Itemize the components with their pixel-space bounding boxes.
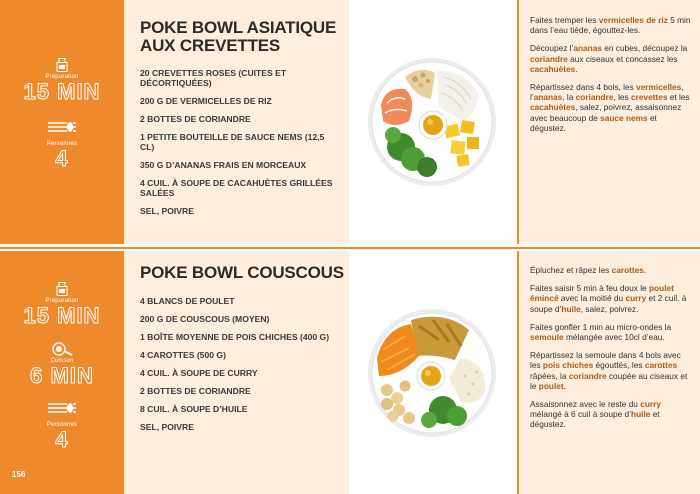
page-number: 156 — [12, 470, 26, 479]
step-text: Répartissez dans 4 bols, les — [530, 82, 637, 93]
timer-icon — [56, 282, 68, 296]
timer-icon — [56, 58, 68, 72]
separator-line — [0, 247, 700, 249]
step-highlight: cacahuètes — [530, 63, 576, 74]
prep-label: Préparation — [45, 74, 79, 80]
step-highlight: vermicelles — [636, 82, 682, 93]
step-highlight: ananas — [573, 43, 602, 54]
persons-label: Personnes — [46, 141, 78, 147]
step-paragraph — [530, 265, 692, 275]
step-highlight: pois chiches — [542, 360, 594, 371]
step-paragraph — [530, 283, 692, 314]
step-highlight: sauce nems — [600, 112, 648, 123]
step-paragraph — [530, 350, 692, 391]
step-highlight: coriandre — [568, 370, 607, 381]
step-highlight: coriandre — [575, 92, 614, 103]
ingredient-item: 1 PETITE BOUTEILLE DE SAUCE NEMS (12,5 CL) — [140, 132, 325, 152]
recipe1-ingredient-list — [140, 68, 340, 224]
step-text: avec la moitié du — [558, 293, 626, 304]
recipe2-cook-info — [0, 342, 124, 388]
cutlery-icon — [47, 121, 77, 133]
ingredient-item: 1 BOÎTE MOYENNE DE POIS CHICHES (400 G) — [140, 332, 330, 342]
ingredient-item: 4 CUIL. À SOUPE DE CACAHUÈTES GRILLÉES SALÉES — [140, 178, 333, 198]
recipe2-bowl-image — [365, 306, 499, 440]
ingredient-item: 4 BLANCS DE POULET — [140, 296, 235, 306]
step-text: . — [563, 380, 566, 391]
step-text: Faites tremper les — [530, 15, 599, 25]
ingredient-item: 200 G DE VERMICELLES DE RIZ — [140, 96, 272, 106]
recipe2-steps — [530, 265, 692, 438]
persons-count: 4 — [55, 427, 69, 452]
persons-count: 4 — [55, 146, 69, 171]
step-text: mélangé à 6 cuil à soupe d’ — [530, 409, 632, 420]
recipe2-prep-info — [0, 282, 124, 328]
step-text: coupée au ciseaux et le — [530, 370, 688, 391]
step-text: Faites saisir 5 min à feu doux le — [530, 283, 649, 294]
step-text: Répartissez la semoule dans 4 bols avec les — [530, 350, 681, 371]
step-highlight: semoule — [530, 332, 564, 343]
prep-label: Préparation — [45, 298, 79, 304]
ingredient-item: 2 BOTTES DE CORIANDRE — [140, 386, 251, 396]
step-paragraph — [530, 322, 692, 342]
prep-time: 15 MIN — [23, 79, 101, 104]
step-text: en cubes, découpez la — [601, 43, 688, 54]
step-highlight: curry — [640, 399, 661, 410]
recipe1-title-line1: POKE BOWL ASIATIQUE — [140, 18, 337, 37]
step-text: et 2 cuil. à soupe d’ — [530, 293, 687, 314]
step-paragraph — [530, 15, 692, 35]
step-highlight: huile — [561, 303, 581, 314]
step-highlight: vermicelles de riz — [598, 15, 668, 25]
step-text: Épluchez et râpez les — [530, 265, 612, 275]
recipe2-title-line1: POKE BOWL COUSCOUS — [140, 263, 344, 282]
step-text: râpées, la — [530, 370, 569, 381]
step-paragraph — [530, 43, 692, 74]
step-text: et dégustez. — [530, 409, 660, 430]
ingredient-item: 350 G D’ANANAS FRAIS EN MORCEAUX — [140, 160, 307, 170]
step-text: , l’ — [530, 82, 684, 103]
step-text: 5 min dans l’eau tiède, égouttez-les. — [530, 15, 691, 36]
step-text: égouttés, les — [593, 360, 645, 371]
step-text: Découpez l’ — [530, 43, 574, 54]
cook-label: Cuisson — [50, 358, 74, 364]
step-highlight: poulet — [538, 380, 564, 391]
recipe1-title-line2: AUX CREVETTES — [140, 36, 281, 55]
recipe2-title — [140, 264, 344, 282]
step-paragraph — [530, 82, 692, 133]
step-text: et les — [667, 92, 690, 103]
prep-time: 15 MIN — [23, 303, 101, 328]
ingredient-item: 4 CUIL. À SOUPE DE CURRY — [140, 368, 258, 378]
step-highlight: ananas — [533, 92, 563, 103]
ingredient-item: 4 CAROTTES (500 G) — [140, 350, 226, 360]
step-text: . — [643, 265, 647, 275]
step-text: , salez, poivrez, assaisonnez avec beaucoup de — [530, 102, 682, 123]
recipe1-persons-info — [0, 121, 124, 171]
step-highlight: carottes — [644, 360, 678, 371]
step-text: , les — [613, 92, 631, 103]
recipe1-bowl-image — [365, 55, 499, 189]
step-highlight: poulet émincé — [530, 283, 674, 304]
step-text: aux ciseaux et concassez les — [567, 53, 678, 64]
step-highlight: curry — [625, 293, 647, 304]
step-text: , salez, poivrez. — [580, 303, 639, 314]
recipe2-persons-info — [0, 402, 124, 452]
persons-label: Personnes — [46, 422, 78, 428]
ingredient-item: SEL, POIVRE — [140, 422, 194, 432]
step-text: et dégustez. — [530, 112, 657, 133]
step-text: Assaisonnez avec le reste du — [530, 399, 641, 410]
step-text: . — [575, 63, 578, 74]
frying-pan-icon — [51, 342, 73, 356]
step-highlight: carottes — [611, 265, 644, 275]
ingredient-item: 8 CUIL. À SOUPE D’HUILE — [140, 404, 248, 414]
ingredient-item: 2 BOTTES DE CORIANDRE — [140, 114, 251, 124]
step-text: Faites gonfler 1 min au micro-ondes la — [530, 321, 672, 332]
step-highlight: cacahuètes — [530, 102, 576, 113]
recipe2-ingredient-list — [140, 296, 340, 440]
step-text: , la — [562, 92, 576, 103]
cook-time: 6 MIN — [30, 363, 94, 388]
cutlery-icon — [47, 402, 77, 414]
recipe1-steps — [530, 15, 692, 141]
step-highlight: huile — [631, 409, 651, 420]
step-text: mélangée avec 10cl d’eau. — [563, 332, 665, 343]
recipe1-title — [140, 19, 336, 55]
recipe1-prep-info — [0, 58, 124, 104]
ingredient-item: 20 CREVETTES ROSES (CUITES ET DÉCORTIQUÉES) — [140, 68, 287, 88]
step-highlight: crevettes — [631, 92, 668, 103]
ingredient-item: 200 G DE COUSCOUS (MOYEN) — [140, 314, 270, 324]
step-highlight: coriandre — [530, 53, 568, 64]
ingredient-item: SEL, POIVRE — [140, 206, 194, 216]
step-paragraph — [530, 399, 692, 430]
